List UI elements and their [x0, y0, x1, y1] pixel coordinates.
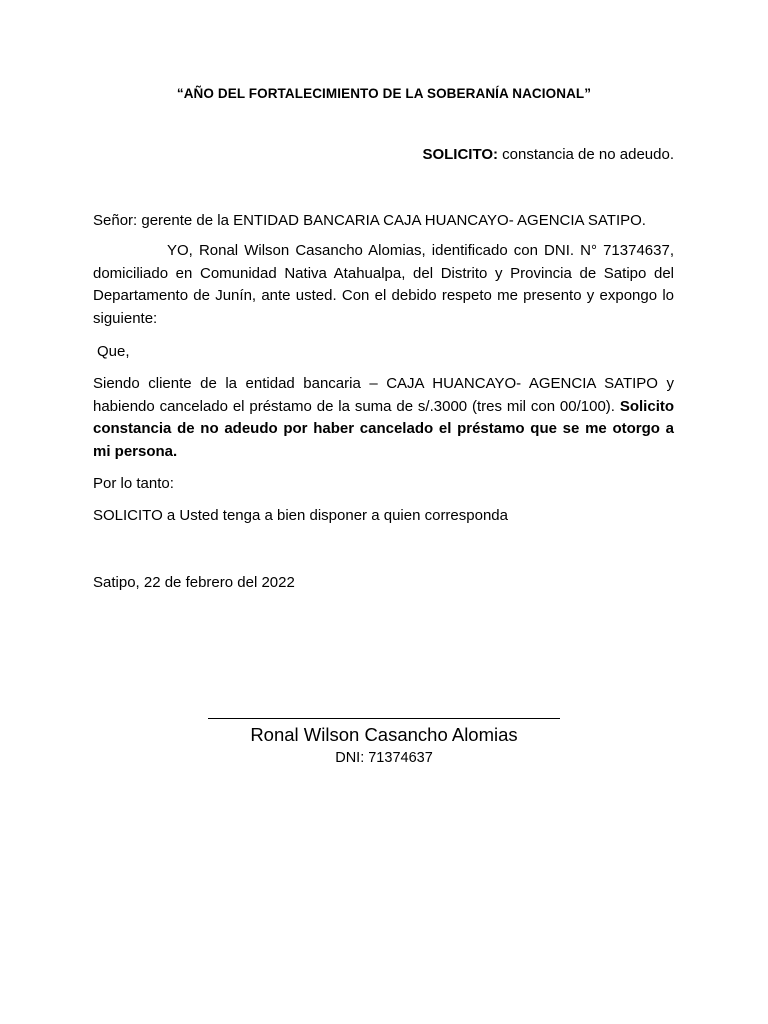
- signature-line: [208, 718, 560, 719]
- body-paragraph: [93, 373, 674, 463]
- que-line: Que,: [97, 343, 130, 360]
- intro-paragraph: YO, Ronal Wilson Casancho Alomias, identificado con DNI. N° 71374637, domiciliado en Comunidad Nativa Atahualpa, del Distrito y Provincia de Satipo del Departamento de Junín, ante usted. Con el debido respeto me presento y expongo lo siguiente:: [93, 242, 674, 327]
- signature-name: Ronal Wilson Casancho Alomias: [250, 724, 518, 745]
- body-normal-text: Siendo cliente de la entidad bancaria – CAJA HUANCAYO- AGENCIA SATIPO y habiendo cancelado el préstamo de la suma de s/.3000 (tres mil con 00/100).: [93, 375, 674, 415]
- addressee-line: Señor: gerente de la ENTIDAD BANCARIA CAJA HUANCAYO- AGENCIA SATIPO.: [93, 212, 646, 229]
- body-bold-text: Solicito constancia de no adeudo por haber cancelado el préstamo que se me otorgo a mi persona.: [93, 397, 675, 460]
- request-subject-line: [422, 146, 674, 163]
- signature-dni: DNI: 71374637: [335, 750, 433, 766]
- year-motto-heading: “AÑO DEL FORTALECIMIENTO DE LA SOBERANÍA NACIONAL”: [176, 86, 592, 101]
- request-subject: constancia de no adeudo.: [498, 146, 674, 163]
- por-lo-tanto-line: Por lo tanto:: [93, 475, 174, 492]
- final-request-line: SOLICITO a Usted tenga a bien disponer a quien corresponda: [93, 507, 508, 524]
- place-date-line: Satipo, 22 de febrero del 2022: [93, 574, 295, 591]
- request-label: SOLICITO:: [422, 146, 499, 163]
